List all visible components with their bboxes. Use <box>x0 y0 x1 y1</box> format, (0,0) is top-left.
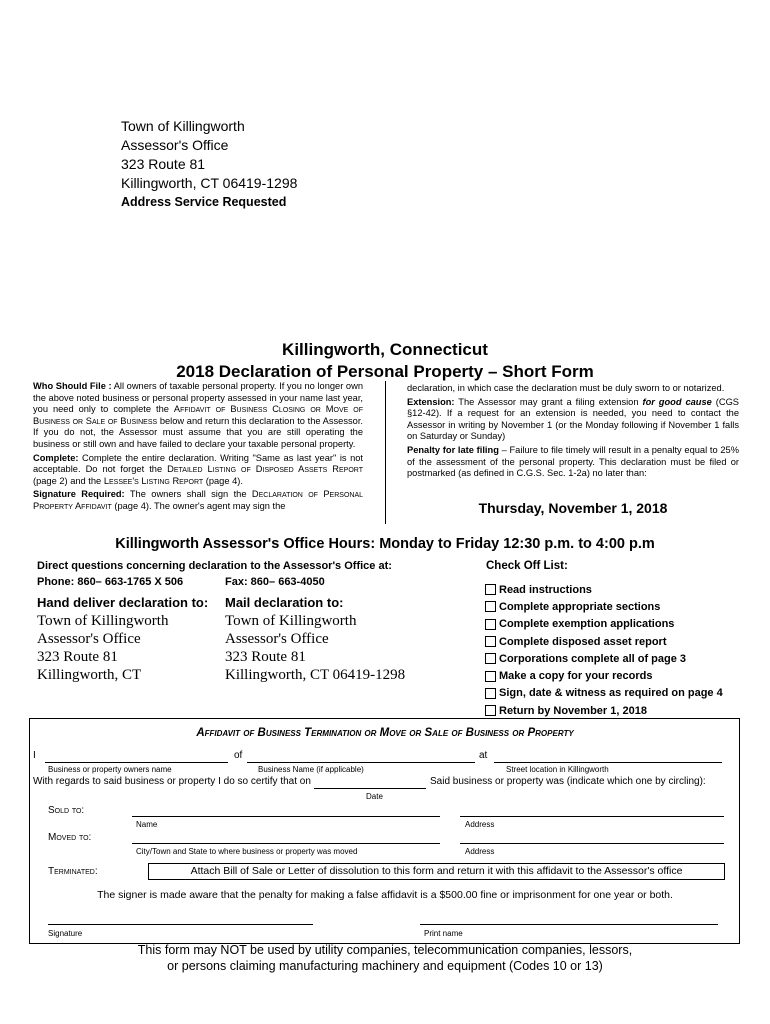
owner-caption: Business or property owners name <box>48 765 172 774</box>
checklist-item[interactable] <box>485 685 723 702</box>
who-sc-text: Affidavit of Business Closing or Move of Business or Sale of Business <box>33 404 364 426</box>
hand-deliver-line1: Town of Killingworth <box>37 613 169 629</box>
fax-number: Fax: 860– 663-4050 <box>225 576 325 588</box>
late-filing-paragraph <box>407 445 739 480</box>
city-caption: City/Town and State to where business or property was moved <box>136 847 358 856</box>
page-title-line2: 2018 Declaration of Personal Property – Short Form <box>176 362 594 381</box>
checkbox[interactable] <box>485 671 496 682</box>
page-title-line1: Killingworth, Connecticut <box>282 340 488 359</box>
checklist-item[interactable] <box>485 650 723 667</box>
return-address <box>121 117 297 212</box>
checklist-item[interactable] <box>485 667 723 684</box>
signature-required-paragraph <box>33 489 363 512</box>
extension-label: Extension: <box>407 396 455 407</box>
checklist-heading: Check Off List: <box>486 560 568 572</box>
checkbox[interactable] <box>485 584 496 595</box>
checklist-item[interactable] <box>485 598 723 615</box>
signature-caption: Signature <box>48 929 83 938</box>
left-instructions-column <box>33 381 363 515</box>
checkbox[interactable] <box>485 601 496 612</box>
terminated-instruction-box: Attach Bill of Sale or Letter of dissolution to this form and return it with this affidavit to the Assessor's office <box>148 863 725 880</box>
right-instructions-column <box>407 383 739 482</box>
sold-address-line[interactable] <box>460 816 724 817</box>
complete-paragraph <box>33 453 363 488</box>
late-filing-text: – Failure to file timely will result in a penalty equal to 25% of the assessment of the personal property. This declaration must be filed or postmarked (as defined in C.G.S. Sec. 1-2a) no later than: <box>407 444 739 479</box>
false-affidavit-penalty: The signer is made aware that the penalty for making a false affidavit is a $500.00 fine or imprisonment for one year or both. <box>97 889 673 901</box>
address-service-note: Address Service Requested <box>121 195 287 209</box>
return-address-line1: Town of Killingworth <box>121 118 245 134</box>
signature-required-label: Signature Required: <box>33 489 125 500</box>
print-name-line[interactable] <box>420 924 718 925</box>
business-name-line[interactable] <box>247 762 475 763</box>
complete-sc-1: Detailed Listing of Disposed Assets Report <box>167 464 363 475</box>
continuation-paragraph: declaration, in which case the declaration must be duly sworn to or notarized. <box>407 383 725 393</box>
signature-line[interactable] <box>48 924 313 925</box>
of-label: of <box>234 750 243 761</box>
address-caption: Address <box>465 820 495 829</box>
name-caption: Name <box>136 820 158 829</box>
street-caption: Street location in Killingworth <box>506 765 609 774</box>
mail-line4: Killingworth, CT 06419-1298 <box>225 667 406 683</box>
mail-heading: Mail declaration to: <box>225 595 344 610</box>
status-text: Said business or property was (indicate which one by circling): <box>430 776 706 787</box>
extension-paragraph <box>407 397 739 443</box>
complete-text-1: Complete the entire declaration. Writing "Same as last year" is not acceptable. Do not forget the <box>33 452 363 475</box>
terminated-label: Terminated: <box>48 866 98 877</box>
hand-deliver-line3: 323 Route 81 <box>37 649 118 665</box>
return-address-line2: Assessor's Office <box>121 137 229 153</box>
owner-name-line[interactable] <box>45 762 228 763</box>
at-label: at <box>479 750 488 761</box>
mail-address <box>225 612 405 684</box>
business-caption: Business Name (if applicable) <box>258 765 364 774</box>
affidavit-box <box>29 718 740 944</box>
complete-text-2: (page 2) and the <box>33 475 104 486</box>
good-cause-text: for good cause <box>642 396 712 407</box>
column-divider <box>385 381 386 524</box>
sold-to-label: Sold to: <box>48 805 85 816</box>
checklist-label: Sign, date & witness as required on page 4 <box>499 687 723 700</box>
hand-deliver-heading: Hand deliver declaration to: <box>37 595 209 610</box>
return-address-line3: 323 Route 81 <box>121 156 206 172</box>
i-label: I <box>33 750 36 761</box>
mail-line3: 323 Route 81 <box>225 649 306 665</box>
checklist-label: Read instructions <box>499 583 592 596</box>
certify-text: With regards to said business or property I do so certify that on <box>33 776 311 787</box>
hand-deliver-line2: Assessor's Office <box>37 631 141 647</box>
extension-text-1: The Assessor may grant a filing extension <box>454 396 643 407</box>
affidavit-title-text: Affidavit of Business Termination or Move or Sale of Business or Property <box>196 727 574 739</box>
address-caption-2: Address <box>465 847 495 856</box>
checkbox[interactable] <box>485 619 496 630</box>
mail-line1: Town of Killingworth <box>225 613 357 629</box>
footer-note <box>0 942 770 974</box>
complete-label: Complete: <box>33 452 79 463</box>
date-line[interactable] <box>314 788 426 789</box>
checklist-label: Complete appropriate sections <box>499 600 661 613</box>
checklist-label: Complete disposed asset report <box>499 635 667 648</box>
footer-line1: This form may NOT be used by utility companies, telecommunication companies, lessors, <box>137 943 633 957</box>
checkbox[interactable] <box>485 653 496 664</box>
date-caption: Date <box>366 792 383 801</box>
moved-city-line[interactable] <box>132 843 440 844</box>
who-should-file-label: Who Should File : <box>33 381 112 391</box>
signature-sc: Declaration of Personal Property Affidavit <box>33 489 364 511</box>
complete-sc-2: Lessee's Listing Report <box>103 475 204 486</box>
checkbox[interactable] <box>485 636 496 647</box>
footer-line2: or persons claiming manufacturing machinery and equipment (Codes 10 or 13) <box>167 959 603 973</box>
hand-deliver-line4: Killingworth, CT <box>37 667 142 683</box>
checklist-item[interactable] <box>485 702 723 719</box>
signature-text-2: (page 4). The owner's agent may sign the <box>111 500 286 511</box>
street-location-line[interactable] <box>494 762 722 763</box>
checklist-item[interactable] <box>485 633 723 650</box>
moved-address-line[interactable] <box>460 843 724 844</box>
sold-name-line[interactable] <box>132 816 440 817</box>
who-should-file-paragraph <box>33 381 363 451</box>
checklist-label: Return by November 1, 2018 <box>499 704 647 717</box>
checklist-label: Complete exemption applications <box>499 618 675 631</box>
filing-deadline: Thursday, November 1, 2018 <box>478 500 668 516</box>
checklist-item[interactable] <box>485 581 723 598</box>
late-filing-label: Penalty for late filing <box>407 444 499 455</box>
phone-number: Phone: 860– 663-1765 X 506 <box>37 576 184 588</box>
who-text-2: below and return this declaration to the Assessor. If you do not, the Assessor must assume that you are still operating the business or still own and have failed to declare your taxable personal property. <box>33 415 363 449</box>
who-text-1: All owners of taxable personal property. If you no longer own the above noted business or personal property assessed in your name last year, you need only to complete the <box>33 381 363 415</box>
hand-deliver-address <box>37 612 168 684</box>
print-name-caption: Print name <box>424 929 463 938</box>
direct-questions-text: Direct questions concerning declaration to the Assessor's Office at: <box>37 560 392 572</box>
complete-text-3: (page 4). <box>203 475 243 486</box>
signature-text-1: The owners shall sign the <box>124 489 252 500</box>
affidavit-title <box>0 727 770 739</box>
return-address-line4: Killingworth, CT 06419-1298 <box>121 175 298 191</box>
office-hours: Killingworth Assessor's Office Hours: Monday to Friday 12:30 p.m. to 4:00 p.m <box>115 536 655 552</box>
extension-text-2: (CGS §12-42). If a request for an extension is needed, you need to contact the Assessor in writing by November 1 (or the Monday following if November 1 falls on Saturday or Sunday) <box>407 396 740 442</box>
checklist-item[interactable] <box>485 616 723 633</box>
checklist-label: Make a copy for your records <box>499 670 653 683</box>
checkbox[interactable] <box>485 688 496 699</box>
mail-line2: Assessor's Office <box>225 631 329 647</box>
checkbox[interactable] <box>485 705 496 716</box>
checklist-label: Corporations complete all of page 3 <box>499 652 687 665</box>
checklist <box>485 581 723 719</box>
moved-to-label: Moved to: <box>48 832 92 843</box>
